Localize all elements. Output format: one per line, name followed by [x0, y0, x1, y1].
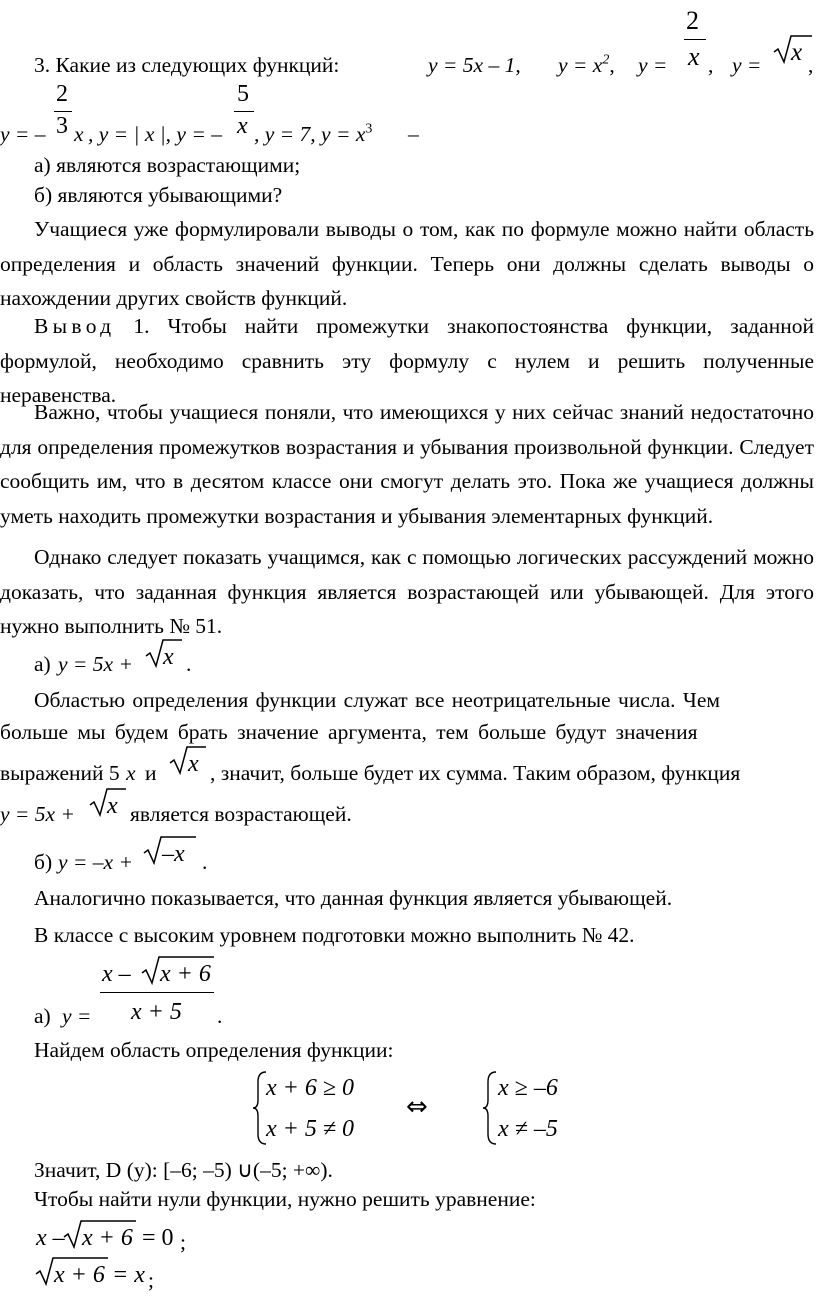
item-b: б) являются убывающими?: [34, 183, 283, 207]
paragraph-4: Однако следует показать учащимся, как с помощью логических рассуждений можно доказать, что заданная функция является возрастающей или убывающей. Для этого нужно выполнить № 51.: [0, 545, 814, 639]
example-c-denominator: x + 5: [131, 999, 182, 1025]
function-4-radicand: x: [791, 39, 803, 66]
function-3-numerator: 2: [686, 6, 699, 35]
paragraph-5-line-4-radicand: x: [107, 793, 118, 819]
example-a-expression: y = 5x +: [58, 652, 133, 676]
paragraph-2: Вывод 1. Чтобы найти промежутки знакопостоянства функции, заданной формулой, необходимо сравнить эту формулу с нулем и решить полученные неравенства.: [0, 314, 814, 408]
example-b-radicand: –x: [162, 841, 185, 867]
function-7-denominator: x: [237, 113, 248, 139]
paragraph-5-line-3-radicand: x: [188, 751, 199, 777]
function-3-fraction-bar: [684, 39, 706, 40]
function-5-x: x: [74, 122, 84, 146]
paragraph-8: Найдем область определения функции:: [34, 1038, 394, 1062]
equivalence-symbol: ⇔: [406, 1092, 428, 1122]
paragraph-6: Аналогично показывается, что данная функция является убывающей.: [34, 886, 673, 910]
example-b-label: б): [34, 850, 53, 874]
system-1-row-2: x + 5 ≠ 0: [266, 1116, 355, 1142]
functions-6-7: , y = | x |, y = –: [88, 122, 222, 146]
paragraph-5-line-3a: выражений 5: [0, 761, 120, 785]
system-2-row-2: x ≠ –5: [498, 1116, 558, 1142]
paragraph-5-line-4-tail: является возрастающей.: [130, 802, 352, 826]
example-c-numerator-x: x –: [102, 961, 131, 987]
task-3-label: 3. Какие из следующих функций:: [34, 53, 340, 77]
domain-statement: Значит, D (y): [–6; –5) ∪(–5; +∞).: [34, 1158, 333, 1182]
paragraph-1: Учащиеся уже формулировали выводы о том, как по формуле можно найти область определения и область значений функции. Теперь они должны сделать выводы о нахождении других свойств функций.: [0, 217, 814, 311]
paragraph-5-line-4-expression: y = 5x +: [0, 802, 75, 826]
function-3-comma: ,: [708, 53, 714, 77]
example-c-period: .: [217, 1004, 223, 1028]
paragraph-5-line-2: больше мы будем брать значение аргумента, тем больше будут значения: [0, 720, 698, 744]
functions-8-9: , y = 7, $y = x^3$: [254, 121, 373, 146]
function-3-lhs: y =: [638, 53, 668, 77]
equation-2-post: = x: [112, 1262, 145, 1288]
example-c-lhs: y =: [62, 1004, 92, 1028]
example-a-label: а): [34, 652, 51, 676]
example-c-fraction-bar: [100, 992, 214, 993]
paragraph-7: В классе с высоким уровнем подготовки можно выполнить № 42.: [34, 923, 635, 947]
system-2-row-1: x ≥ –6: [498, 1075, 558, 1101]
equation-1-pre: x –: [36, 1225, 65, 1251]
function-5-lhs: y = –: [0, 122, 46, 146]
function-5-denominator: 3: [56, 113, 68, 139]
paragraph-5-line-3x: x: [126, 761, 136, 785]
equation-1-radicand: x + 6: [82, 1225, 133, 1251]
example-b-period: .: [202, 850, 208, 874]
paragraph-3: Важно, чтобы учащиеся поняли, что имеющихся у них сейчас знаний недостаточно для определения промежутков возрастания и убывания произвольной функции. Следует сообщить им, что в десятом классе они смогут делать это. Пока же учащиеся должны уметь находить промежутки возрастания и убывания элементарных функций.: [0, 400, 814, 528]
left-brace-icon: [482, 1070, 498, 1146]
function-5-numerator: 2: [56, 81, 68, 107]
paragraph-5-line-3b: и: [145, 761, 157, 785]
paragraph-9: Чтобы найти нули функции, нужно решить уравнение:: [34, 1187, 536, 1211]
equation-1-post: = 0: [142, 1225, 174, 1251]
function-3-denominator: x: [688, 42, 700, 71]
equation-2-semicolon: ;: [148, 1268, 154, 1292]
equation-2-radicand: x + 6: [54, 1262, 105, 1288]
function-4-lhs: y =: [732, 53, 762, 77]
dash: –: [408, 122, 419, 146]
example-a-radicand: x: [163, 644, 174, 670]
item-a: а) являются возрастающими;: [34, 153, 301, 177]
function-2: $y = x^2$,: [558, 52, 615, 77]
function-4-comma: ,: [808, 53, 814, 77]
example-c-label: а): [34, 1004, 51, 1028]
paragraph-5-line-1: Областью определения функции служат все неотрицательные числа. Чем: [34, 688, 721, 712]
system-1-row-1: x + 6 ≥ 0: [266, 1075, 355, 1101]
example-b-expression: y = –x +: [58, 850, 133, 874]
example-c-numerator-radicand: x + 6: [160, 961, 211, 987]
equation-1-semicolon: ;: [180, 1230, 186, 1254]
function-7-numerator: 5: [237, 81, 249, 107]
function-1: y = 5x – 1,: [428, 53, 521, 77]
paragraph-5-line-3c: , значит, больше будет их сумма. Таким образом, функция: [210, 761, 741, 785]
example-a-period: .: [186, 652, 192, 676]
